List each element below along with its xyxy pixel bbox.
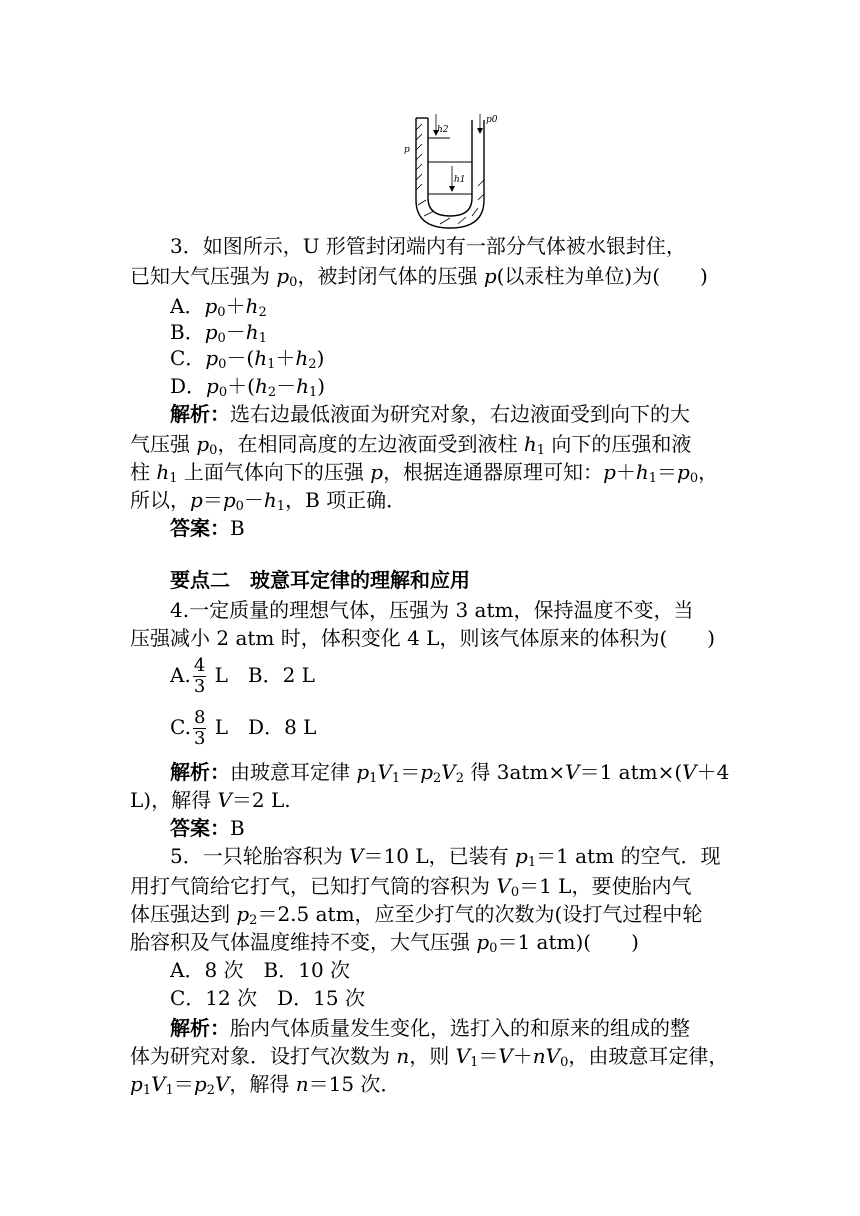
- q3-option-d: D．$p_0+(h_2-h_1)$: [170, 374, 326, 400]
- q4-answer: 答案：B: [170, 816, 245, 840]
- q5-line3: 体压强达到 $p_2=2.5$ atm，应至少打气的次数为(设打气过程中轮: [130, 902, 703, 928]
- q3-line2: 已知大气压强为 $p_0$，被封闭气体的压强 p(以汞柱为单位)为( ): [130, 264, 708, 290]
- u-tube-figure: [400, 110, 510, 230]
- fraction-8-3: $\frac{8}{3}$: [193, 707, 206, 749]
- q5-line4: 胎容积及气体温度维持不变，大气压强 $p_0=1$ atm)( ): [130, 930, 639, 956]
- q3-option-a: A．$p_0+h_2$: [170, 294, 267, 320]
- q3-line1: 3．如图所示，U 形管封闭端内有一部分气体被水银封住，: [170, 234, 686, 258]
- q3-analysis-1: 解析：选右边最低液面为研究对象，右边液面受到向下的大: [170, 402, 690, 426]
- q4-line2: 压强减小 2 atm 时，体积变化 4 L，则该气体原来的体积为( ): [130, 626, 716, 650]
- q3-option-b: B．$p_0-h_1$: [170, 320, 267, 346]
- q4-options-cd: C. $\frac{8}{3}$ L D．8 L: [170, 707, 317, 749]
- q5-line1: 5．一只轮胎容积为 V＝10 L，已装有 $p_1=1$ atm 的空气．现: [170, 844, 721, 870]
- q4-analysis-1: 解析：由玻意耳定律 $p_1V_1=p_2V_2$ 得 3atm×V＝1 atm×(V＋4: [170, 760, 730, 786]
- p0-label: p0: [486, 115, 498, 125]
- q5-analysis-2: 体为研究对象．设打气次数为 n，则 $V_1=V+nV_0$，由玻意耳定律，: [130, 1044, 729, 1070]
- q5-options-ab: A．8 次 B．10 次: [170, 958, 351, 982]
- q3-analysis-2: 气压强 $p_0$，在相同高度的左边液面受到液柱 $h_1$ 向下的压强和液: [130, 432, 692, 458]
- q5-analysis-3: $p_1V_1=p_2V$，解得 n＝15 次．: [130, 1072, 401, 1098]
- q5-analysis-1: 解析：胎内气体质量发生变化，选打入的和原来的组成的整: [170, 1016, 690, 1040]
- q3-analysis-4: 所以，$p=p_0-h_1$，B 项正确．: [130, 488, 407, 514]
- section-title: 要点二 玻意耳定律的理解和应用: [170, 568, 470, 592]
- q5-line2: 用打气筒给它打气，已知打气筒的容积为 $V_0=1$ L，要使胎内气: [130, 874, 692, 900]
- q5-options-cd: C．12 次 D．15 次: [170, 986, 365, 1010]
- h1-label: h1: [454, 175, 466, 185]
- q4-line1: 4.一定质量的理想气体，压强为 3 atm，保持温度不变，当: [170, 598, 694, 622]
- fraction-4-3: $\frac{4}{3}$: [193, 655, 206, 697]
- q4-analysis-2: L)，解得 V＝2 L.: [130, 788, 291, 812]
- p-label: p: [404, 145, 410, 155]
- q3-option-c: C．$p_0-(h_1+h_2)$: [170, 346, 325, 372]
- q3-answer: 答案：B: [170, 516, 245, 540]
- q3-analysis-3: 柱 $h_1$ 上面气体向下的压强 p，根据连通器原理可知：$p+h_1=p_0$，: [130, 460, 719, 486]
- h2-label: h2: [437, 125, 449, 135]
- q4-options-ab: A. $\frac{4}{3}$ L B．2 L: [170, 655, 315, 697]
